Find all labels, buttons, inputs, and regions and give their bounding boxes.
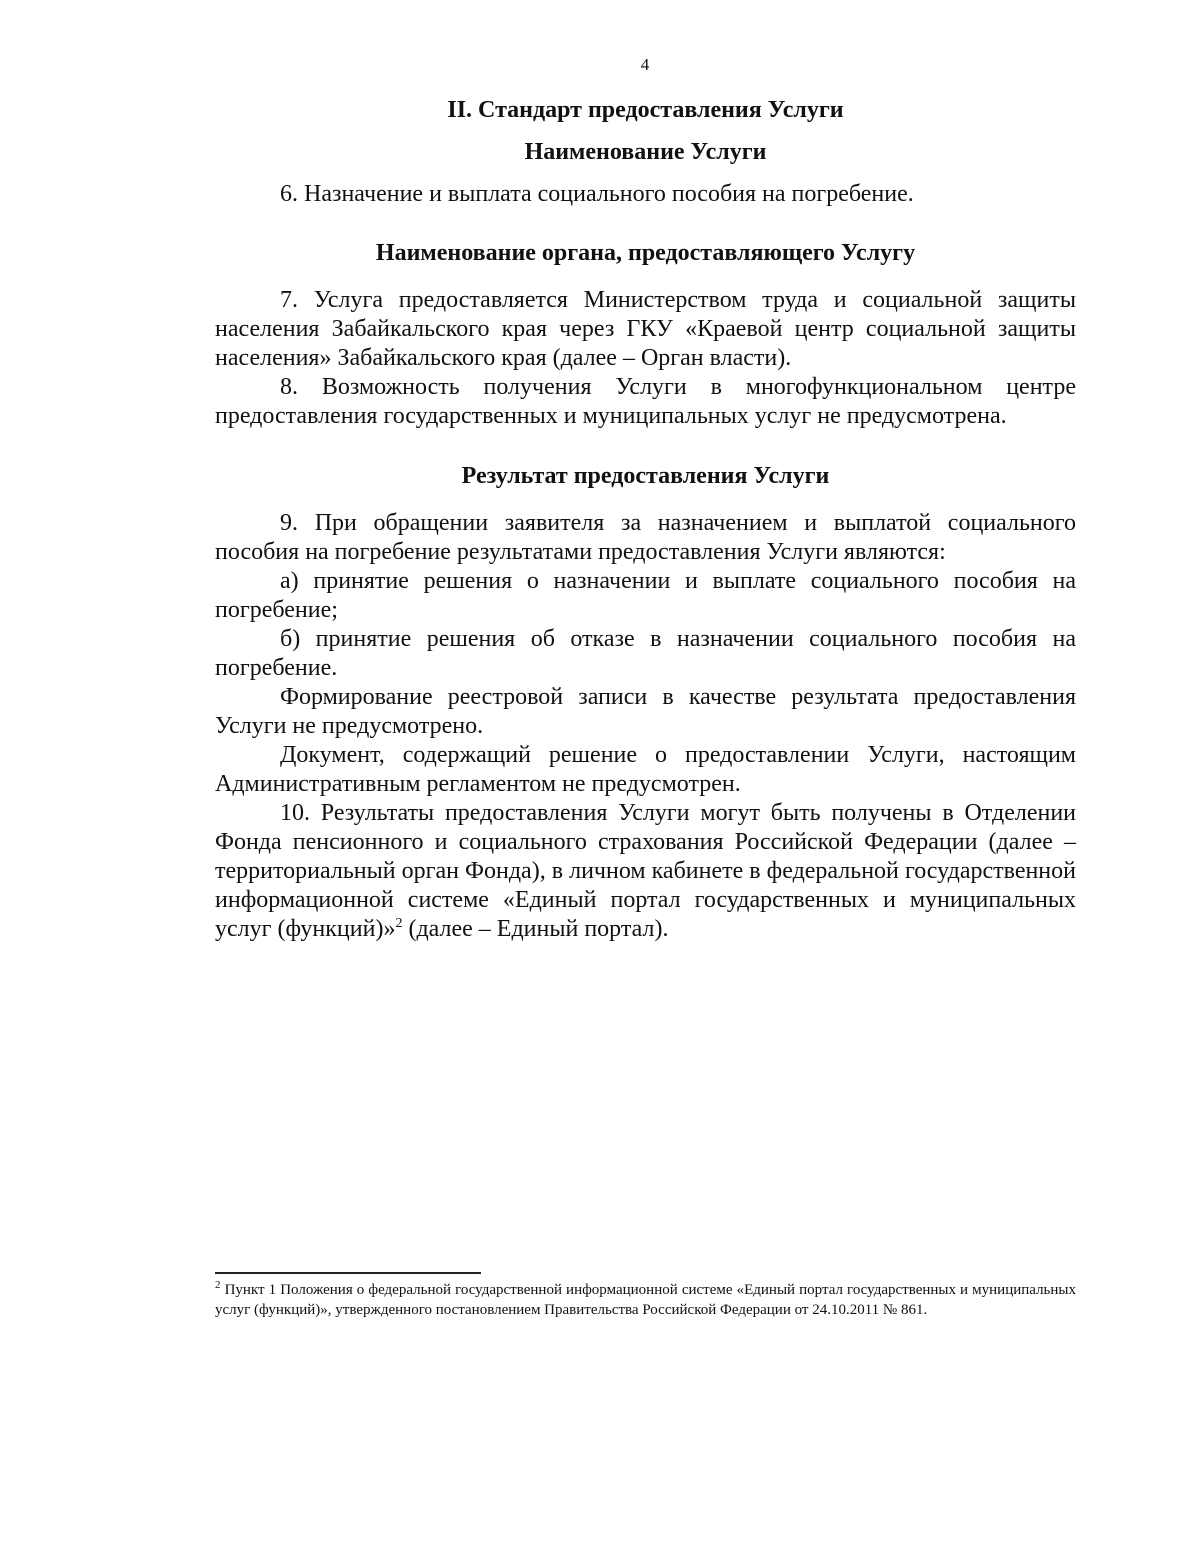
- heading-service-result: Результат предоставления Услуги: [461, 463, 830, 489]
- paragraph-9a: а) принятие решения о назначении и выплате социального пособия на погребение;: [215, 568, 1076, 623]
- paragraph-8: 8. Возможность получения Услуги в многофункциональном центре предоставления государственных и муниципальных услуг не предусмотрена.: [215, 374, 1076, 429]
- heading-authority-name: Наименование органа, предоставляющего Услугу: [375, 240, 916, 266]
- page-number: 4: [640, 55, 650, 74]
- footnote: [215, 1280, 1076, 1320]
- section-title: II. Стандарт предоставления Услуги: [447, 97, 844, 123]
- paragraph-9: 9. При обращении заявителя за назначением и выплатой социального пособия на погребение результатами предоставления Услуги являются:: [215, 510, 1076, 565]
- paragraph-registry-record: Формирование реестровой записи в качестве результата предоставления Услуги не предусмотрено.: [215, 684, 1076, 739]
- paragraph-6: 6. Назначение и выплата социального пособия на погребение.: [280, 181, 914, 207]
- paragraph-7: 7. Услуга предоставляется Министерством труда и социальной защиты населения Забайкальского края через ГКУ «Краевой центр социальной защиты населения» Забайкальского края (далее – Орган власти).: [215, 287, 1076, 371]
- paragraph-10: [215, 799, 1076, 944]
- paragraph-10-tail: (далее – Единый портал).: [402, 916, 669, 942]
- paragraph-10-text: 10. Результаты предоставления Услуги могут быть получены в Отделении Фонда пенсионного и социального страхования Российской Федерации (далее – территориальный орган Фонда), в личном кабинете в федеральной государственной информационной системе «Единый портал государственных и муниципальных услуг (функций)»: [215, 800, 1076, 942]
- page-content: [215, 96, 1076, 944]
- paragraph-decision-document: Документ, содержащий решение о предоставлении Услуги, настоящим Административным регламентом не предусмотрен.: [215, 742, 1076, 797]
- paragraph-9b: б) принятие решения об отказе в назначении социального пособия на погребение.: [215, 626, 1076, 681]
- footnote-marker: 2: [215, 1279, 221, 1291]
- heading-service-name: Наименование Услуги: [524, 139, 767, 165]
- footnote-separator: [215, 1272, 481, 1274]
- footnote-text: Пункт 1 Положения о федеральной государственной информационной системе «Единый портал государственных и муниципальных услуг (функций)», утвержденного постановлением Правительства Российской Федерации от 24.10.2011 № 861.: [215, 1282, 1076, 1318]
- footnote-reference[interactable]: 2: [395, 916, 403, 931]
